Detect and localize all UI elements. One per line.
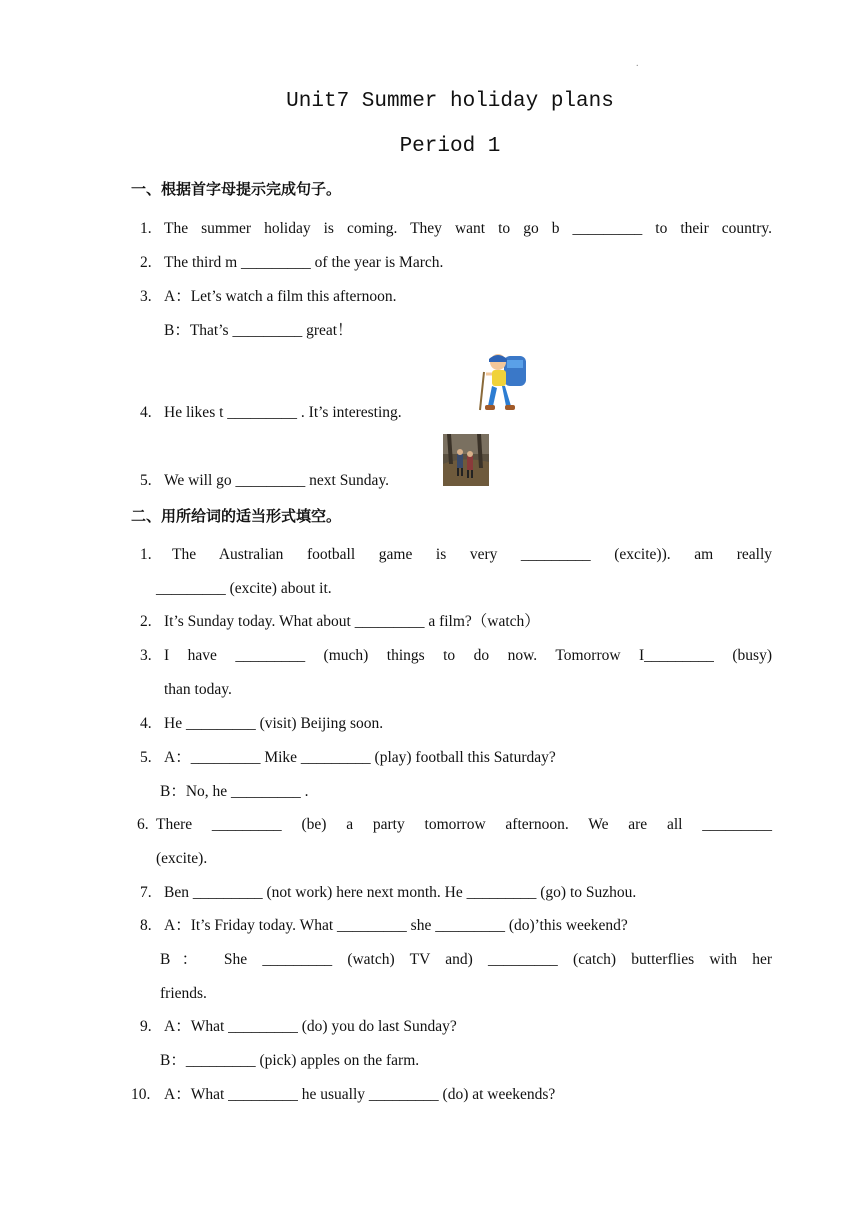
s2-item6-text: There _________ (be) a party tomorrow afternoon. We are all _________ bbox=[156, 816, 772, 833]
section1-heading: 一、根据首字母提示完成句子。 bbox=[131, 180, 342, 198]
page-subtitle: Period 1 bbox=[399, 135, 501, 158]
s2-item9-num: 9. bbox=[140, 1018, 152, 1035]
s1-item1-text: The summer holiday is coming. They want to go b _________ to their country. bbox=[164, 220, 772, 237]
s1-item3b-text: B：That’s _________ great！ bbox=[164, 322, 353, 339]
s2-item2-num: 2. bbox=[140, 613, 152, 630]
s2-item6b-text: (excite). bbox=[156, 850, 208, 867]
s1-item5-num: 5. bbox=[140, 472, 152, 489]
s2-item3-text: I have _________ (much) things to do now. Tomorrow I_________ (busy) bbox=[164, 647, 772, 664]
s1-item5-text: We will go _________ next Sunday. bbox=[164, 472, 390, 489]
s2-item5-num: 5. bbox=[140, 749, 152, 766]
s2-item3b-text: than today. bbox=[164, 681, 232, 698]
s2-item6-num: 6. bbox=[137, 816, 149, 833]
s2-item1b-text: _________ (excite) about it. bbox=[156, 580, 332, 597]
s1-item3-num: 3. bbox=[140, 288, 152, 305]
s1-item3-text: A：Let’s watch a film this afternoon. bbox=[164, 288, 397, 305]
s1-item4-num: 4. bbox=[140, 404, 152, 421]
s2-item8-text: A：It’s Friday today. What _________ she _________ (do)’this weekend? bbox=[164, 917, 628, 934]
s2-item7-num: 7. bbox=[140, 884, 152, 901]
s2-item9-text: A：What _________ (do) you do last Sunday? bbox=[164, 1018, 457, 1035]
s2-item8b-text: B： She _________ (watch) TV and) _________ (catch) butterflies with her bbox=[160, 951, 772, 968]
s2-item9b-text: B：_________ (pick) apples on the farm. bbox=[160, 1052, 420, 1069]
hiking-cartoon-image bbox=[474, 350, 534, 416]
s1-item2-num: 2. bbox=[140, 254, 152, 271]
s2-item4-num: 4. bbox=[140, 715, 152, 732]
hiking-photo-image bbox=[443, 434, 489, 486]
section2-heading: 二、用所给词的适当形式填空。 bbox=[131, 507, 342, 525]
s2-item7-text: Ben _________ (not work) here next month. He _________ (go) to Suzhou. bbox=[164, 884, 637, 901]
s2-item5-text: A：_________ Mike _________ (play) football this Saturday? bbox=[164, 749, 556, 766]
s2-item1-num: 1. bbox=[140, 546, 152, 563]
s1-item1-num: 1. bbox=[140, 220, 152, 237]
s2-item1-text: The Australian football game is very _________ (excite)). am really bbox=[172, 546, 772, 563]
s2-item10-num: 10. bbox=[131, 1086, 151, 1103]
s2-item4-text: He _________ (visit) Beijing soon. bbox=[164, 715, 384, 732]
header-mark: . bbox=[636, 58, 639, 69]
page-title: Unit7 Summer holiday plans bbox=[286, 90, 614, 113]
s2-item8-num: 8. bbox=[140, 917, 152, 934]
s2-item3-num: 3. bbox=[140, 647, 152, 664]
s1-item4-text: He likes t _________ . It’s interesting. bbox=[164, 404, 402, 421]
s1-item2-text: The third m _________ of the year is March. bbox=[164, 254, 444, 271]
s2-item5b-text: B：No, he _________ . bbox=[160, 783, 309, 800]
s2-item2-text: It’s Sunday today. What about _________ a film?（watch） bbox=[164, 613, 540, 630]
s2-item8c-text: friends. bbox=[160, 985, 207, 1002]
s2-item10-text: A：What _________ he usually _________ (do) at weekends? bbox=[164, 1086, 556, 1103]
